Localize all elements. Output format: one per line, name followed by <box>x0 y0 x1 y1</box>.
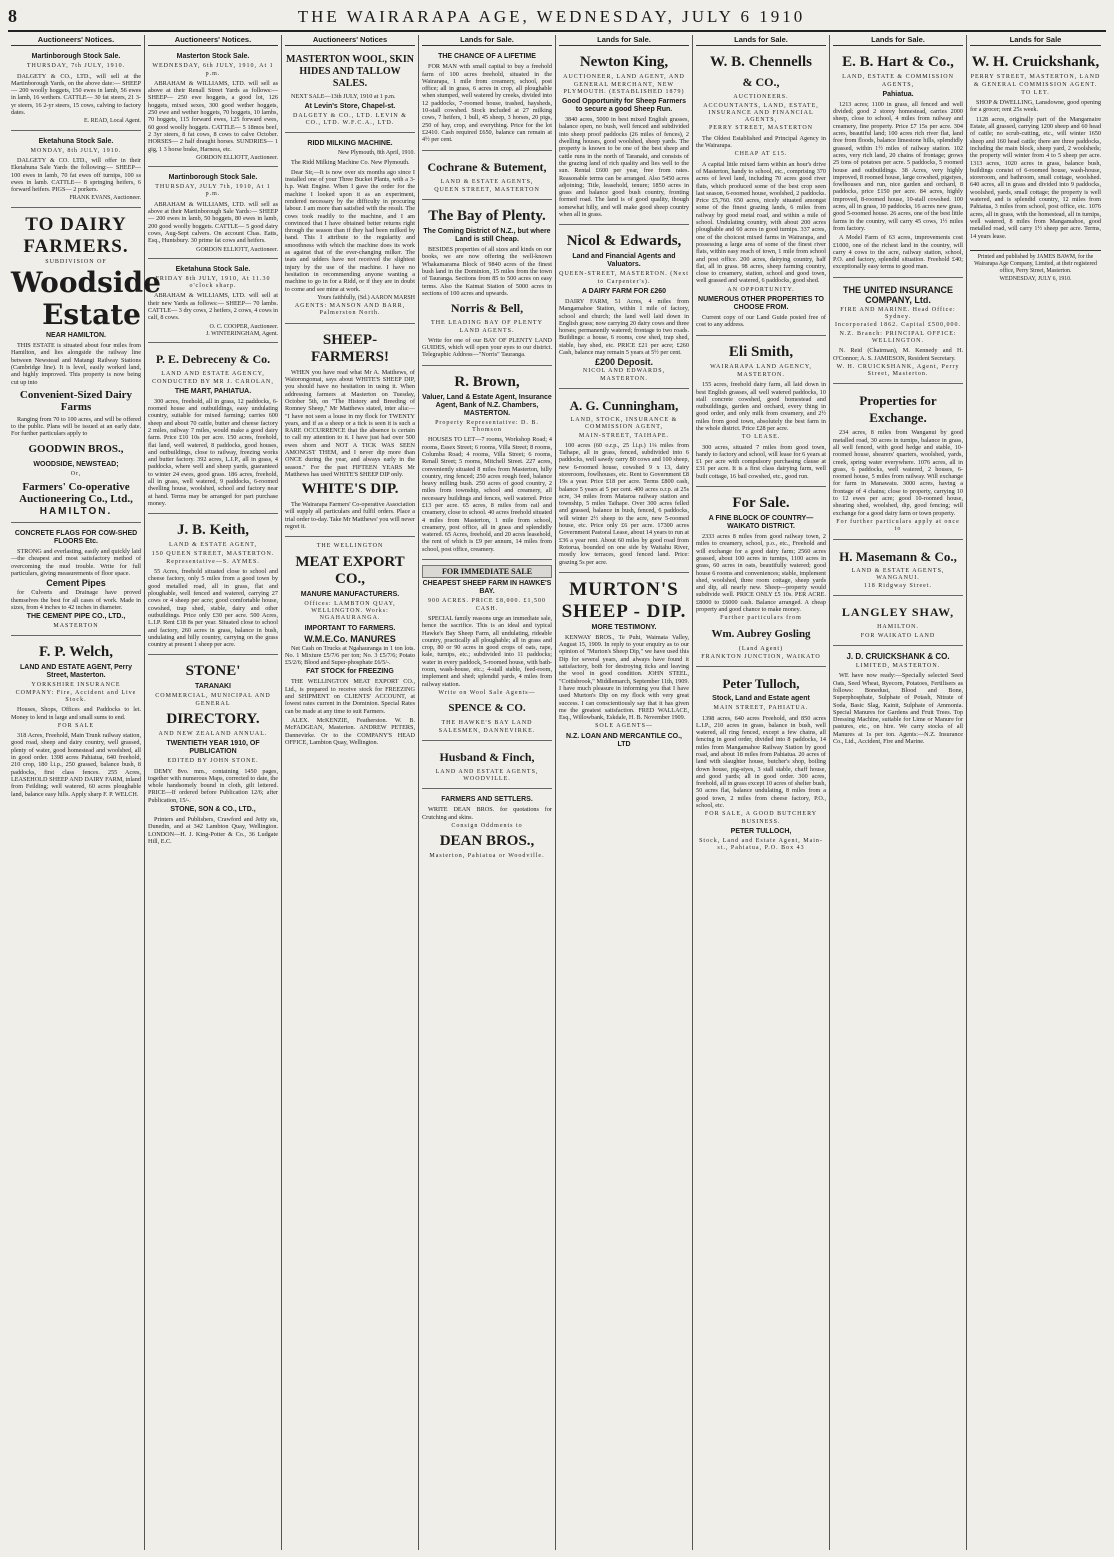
column-7 <box>830 35 967 1550</box>
ad-chance-of-lifetime <box>422 49 552 150</box>
ad-title: Masterton Stock Sale. <box>176 53 250 61</box>
ad-signature: FRANK EVANS, Auctioneer. <box>69 195 141 202</box>
ad-husband-finch <box>422 744 552 790</box>
ad-masemann <box>833 543 963 597</box>
ad-title: Martinborough Stock Sale. <box>31 53 121 61</box>
ad-body: DEMY 8vo. mm., containing 1450 pages, together with numerous Maps, corrected to date, the whole handsomely bound in cloth, gilt lettered. PRICE—If ordered before Publication 12/6; after Publication, 15/-. <box>148 767 278 804</box>
ad-body: NEXT SALE—13th JULY, 1910 at 1 p.m. <box>291 93 396 101</box>
ad-rep: Property Representative: D. B. Thomson <box>435 419 539 434</box>
ad-section: FOR SALE, A GOOD BUTCHERY BUSINESS. <box>704 811 818 825</box>
ad-place: QUEEN STREET, MASTERTON <box>434 186 540 193</box>
ad-place: At Levin's Store, Chapel-st. <box>304 102 396 110</box>
ad-date: FRIDAY 8th JULY, 1910, At 11.30 o'clock sharp. <box>155 275 271 290</box>
ad-title: STONE' <box>185 663 241 680</box>
ad-jb-keith <box>148 517 278 655</box>
ad-agents: ALEX. McKENZIE, Featherston. W. B. McFADGEAN, Masterton. ANDREW PETERS, Dannevirke. Or to the COMPANY'S HEAD OFFICE, Lambton Quay, Wellington. <box>285 716 415 746</box>
ad-body: WRITE DEAN BROS. for quotations for Crutching and skins. <box>422 806 552 821</box>
ad-place: Masterton, Pahiatua or Woodville. <box>429 853 545 860</box>
ad-title: For Sale. <box>732 495 790 512</box>
ad-section: TO LET. <box>1021 89 1050 96</box>
ad-body: 1128 acres, originally part of the Mangamaire Estate, all grassed, carrying 1200 sheep and 60 head of cattle; no scrub-cutting, etc., will winter 1650 sheep and 160 head cattle; there are three paddocks, including the main block, sheep yard, 2 woolsheds; the property will winter from 4 to 5 sheep per acre. 1313 acres, 1020 acres in grass, balance bush, buildings consist of 6-roomed house, wash-house, storeroom, and bathroom, small cottage, woolshed. 640 acres, all in grass and divided into 9 paddocks, woolshed, yards, small cottage; the property is well watered, and is splendid country, 12 miles from Pahiatua, 3 miles from school, post office, etc. 1076 acres, all in grass, with the homestead, all in turnips, well watered, 8 miles from Mangamahoe, good metalled road, will carry 1½ sheep per acre. Terms, 14 years lease. <box>970 115 1101 240</box>
ad-agent-name: J. B. Keith, <box>176 522 250 539</box>
ad-headline: Good Opportunity for Sheep Farmers to secure a good Sheep Run. <box>561 98 687 114</box>
ad-place: MASTERTON. <box>737 371 785 378</box>
ad-body: THIS ESTATE is situated about four miles from Hamilton, and lies alongside the railway line between Newstead and Matangi Railway Stations (Cambridge line). It is level, easily worked land, and highly improved. This property is now being cut up into <box>11 342 141 386</box>
column-header: Auctioneers' Notices. <box>148 35 278 46</box>
ad-body: 318 Acres, Freehold, Main Trunk railway station, good road, sheep and dairy country, well grassed, plenty of water, good homestead and woolshed, all in good order. 1398 acres Pahiatua, 640 freehold, 210 crop, 180 l.i.p., 250 grassed, balance bush, 8 paddocks, first class fences. 255 Acres, LEASEHOLD SHEEP AND DAIRY FARM, inland from Feilding; well watered, 60 acres ploughable land, balance easy hills. Apply sharp F. P. WELCH. <box>11 732 141 798</box>
ad-body: SPECIAL family reasons urge an immediate sale, hence the sacrifice. This is an ideal and typical Hawke's Bay Sheep Farm, all undulating, rideable country, practically all ploughable; all in grass and crop, 80 or 90 acres in good crops of oats, rape, kale, turnips, etc.; subdivided into 11 paddocks; water in every paddock, 5-roomed house, with bath-room, wash-house, etc.; 4-stall stable, feed-room, implement and shed; splendid yards, 4 miles from railway station. <box>422 614 552 688</box>
ad-subtitle: WAIRARAPA LAND AGENCY, <box>710 363 812 370</box>
ad-highlight: Convenient-Sized Dairy Farms <box>19 388 133 413</box>
ad-subtitle: YORKSHIRE INSURANCE COMPANY: Fire, Accident and Live Stock. <box>15 682 137 703</box>
ad-body: A capital little mixed farm within an hour's drive of Masterton, handy to school, etc., comprising 370 acres of level land, including 70 acres good river flats, which produced some of the best crop seen last season, 6-roomed house, woolshed, 2 paddocks. Price £5,760. 650 acres, nicely situated amongst some of the finest grazing lands, 6 miles from railway by good metal road, and within a mile of school. Undulating country, with about 200 acres ploughable and 60 acres in good turnips. 337 acres, one of the choicest mixed farms in Wairarapa, and possessing a large area of some of the finest river flats, within easy reach of town, 1 mile from school and post office. 200 acres, dairying country, half flat, all in grass. 98 acres, sheep farming country, close to creamery, station, school and good town, well grassed and watered, 6 paddocks, good shed. <box>696 160 826 285</box>
ad-agent-place: HAMILTON. <box>39 506 113 518</box>
ad-subtitle: COMMERCIAL, MUNICIPAL AND GENERAL <box>155 693 271 707</box>
ad-title: FARMERS AND SETTLERS. <box>441 796 533 804</box>
ad-place: PERRY STREET, MASTERTON <box>708 125 814 132</box>
column-1 <box>8 35 161 1550</box>
ad-martinborough-stock-sale <box>148 170 278 259</box>
ad-subtitle: AUCTIONEERS. <box>733 94 789 101</box>
ad-agent: W. H. CRUICKSHANK, Agent, Perry Street, Masterton. <box>836 363 960 378</box>
ad-body: STRONG and everlasting, easily and quickly laid—the cheapest and most satisfactory method of overcoming the mud trouble. Write for full particulars, giving measurements of floor space. <box>11 548 141 577</box>
ad-subtitle: MORE TESTIMONY. <box>591 623 657 631</box>
ad-body: 2333 acres 8 miles from good railway town, 2 miles to creamery, school, p.o., etc., Freehold and will exchange for a good dairy farm; 2560 acres grassed, about 100 acres in turnips, 1100 acres in grass, 60 acres in oats, beautifully watered; good house 6 rooms and conveniences; stable, implement shed, woolshed, three room cottage, sheep yards and dip, all nearly new. Sheep—property would subdivide well. PRICE ONLY £5 10s. PER ACRE. £8000 to £6000 cash. Balance arranged. A cheap property and good chance to make money. <box>696 533 826 614</box>
ad-bay-of-plenty <box>422 203 552 366</box>
ad-subtitle: AND NEW ZEALAND ANNUAL. <box>158 731 268 737</box>
ad-agent-name: R. Brown, <box>454 373 520 390</box>
ad-subtitle: Valuer, Land & Estate Agent, Insurance Agent, Bank of N.Z. Chambers, MASTERTON. <box>422 393 552 417</box>
ad-body: THE WELLINGTON MEAT EXPORT CO., Ltd., is prepared to receive stock for FREEZING and SHIPMENT on CLIENTS' ACCOUNT, at lowest rates current in the Dominion. Special Rates can be made at any time to suit Farmers. <box>285 678 415 715</box>
ad-fp-welch <box>11 639 141 803</box>
ad-body: for Culverts and Drainage have proved themselves the best for all cases of work. Made in sizes, from 4 inches to 42 inches in diameter. <box>11 589 141 611</box>
ad-body: Write for one of our BAY OF PLENTY LAND GUIDES, which will open your eyes to our district. Telegraphic Address—"Norris" Tauranga. <box>422 336 552 359</box>
ad-agent-name: J. D. CRUICKSHANK & CO. <box>846 652 950 662</box>
ad-meat-export <box>285 540 415 752</box>
ad-subtitle: For further particulars apply at once to <box>836 518 960 533</box>
ad-place: QUEEN-STREET, MASTERTON. (Next to Carpenter's). <box>559 271 689 285</box>
ad-murtons-dip <box>559 576 689 755</box>
ad-subtitle: A FINE BLOCK OF COUNTRY— WAIKATO DISTRICT. <box>708 515 814 531</box>
ad-langley-shaw <box>833 599 963 646</box>
column-header: Lands for Sale. <box>696 35 826 46</box>
ad-place: FRANKTON JUNCTION, WAIKATO <box>701 653 821 660</box>
ad-note: The Oldest Established and Principal Agency in the Wairarapa. <box>696 134 826 150</box>
ad-place: New Plymouth, 8th April, 1910. <box>337 150 415 157</box>
ad-agent-name: Wm. Aubrey Gosling <box>711 627 811 640</box>
ad-body: DAIRY FARM, 51 Acres, 4 miles from Mangamahoe Station, within 1 mile of factory, school and church; the land well laid down in English grass; now carrying 20 dairy cows and three horses; permanently watered; frontage to two roads. Buildings: a house, 6 rooms, cow shed, trap shed, stable, hay shed, etc. PRICE £21 per acre; £260 Cash, balance may remain 5 years at 5½ per cent. <box>559 297 689 357</box>
ad-subtitle: MANURE MANUFACTURERS. <box>300 590 400 598</box>
ad-agent-name: A. G. Cunningham, <box>569 397 679 413</box>
ad-or: Or, <box>70 470 82 477</box>
ad-offices: Offices: LAMBTON QUAY, WELLINGTON. Works: NGAHAURANGA. <box>304 600 396 622</box>
ad-agent-name: Norris & Bell, <box>450 301 524 316</box>
ad-body: HOUSES TO LET—7 rooms, Workshop Road; 4 rooms, Essex Street; 6 rooms, Villa Street; 8 rooms, Columba Road; 4 rooms, Villa Street; 6 rooms, Renall Street; 5 rooms, Mitchell Street. 227 acres, conveniently situated 8 miles from Masterton, hilly country, ring fenced; 250 acres rough feed, balance heavy milling bush. 250 acres of good country, 2 miles from township, school and creamery, all necessary buildings and fences, well watered. Price £13 per acre. 65 acres, 8 miles from rail and creamery, close to school. 40 acres freehold situated 4 miles from Masterton, 1 mile from school, creamery, post office, all in grass and splendidly watered. 65 Acres, freehold, and 20 acres leasehold, the rent of which is £9 per annum, 14 miles from school, post office, creamery. <box>422 436 552 553</box>
ad-subtitle: LAND & ESTATE AGENTS, WANGANUI. <box>851 567 945 581</box>
ad-banner: FOR IMMEDIATE SALE <box>422 565 552 578</box>
ad-agent-name: LANGLEY SHAW, <box>841 605 955 620</box>
ad-signature: GORDON ELLIOTT, Auctioneer. <box>196 154 278 161</box>
ad-subtitle: ACCOUNTANTS, LAND, ESTATE, INSURANCE AND FINANCIAL AGENTS, <box>703 102 819 124</box>
ad-place: Pahiatua. <box>882 90 914 98</box>
ad-agents: AGENTS: MANSON AND BARR, Palmerston North. <box>294 303 406 317</box>
ad-whites-dip <box>285 327 415 538</box>
ad-body: KENWAY BROS., Te Puhi, Waimata Valley, August 15, 1909. In reply to your enquiry as to our opinion of "Murton's Sheep Dip," we have used this Dip for several years, and always have found it satisfactory, both for destroying ticks and leaving the wool in good condition. JOHN STEEL, "Cottisbrook," Middlemarch, September 11th, 1909. I have much pleasure in informing you that I have used Murton's Dip on my flock with very great success. I can conscientiously say that it has given me the greatest satisfaction. FRED WALLACE, Esq., Willowbank, Eskdale, H. B. November 1909. <box>559 633 689 722</box>
ad-signature: PETER TULLOCH, <box>730 827 792 835</box>
ad-title: MEAT EXPORT CO., <box>295 553 405 587</box>
ad-place: MAIN-STREET, TAIHAPE. <box>578 432 670 439</box>
column-3 <box>282 35 419 1550</box>
imprint-text: Printed and published by JAMES BAWM, for the Wairarapa Age Company, Limited, at their registered office, Perry Street, Masterton. <box>974 253 1097 275</box>
ad-pre: THE WELLINGTON <box>316 543 384 550</box>
ad-date: MONDAY, 8th JULY, 1910. <box>30 147 122 154</box>
ad-estate-name: Woodside <box>11 266 161 300</box>
ad-estate-name: Estate <box>42 298 141 332</box>
ad-body: 100 acres (60 o.r.p., 25 l.i.p.) 1¼ miles from Taihape, all in grass, fenced, subdivided into 6 paddocks, well sawdy carry 80 cows and 100 sheep, new 6-roomed house, cowshed 9 x 13, dairy storeroom, fowlhouses, etc. Rent to Government £8 19s a year. Price £18 per acre. Terms £800 cash, balance 5 years at 5 per cent. 400 acres o.r.p. at 25s acre, 34 miles from Mataroa railway station and township, 5 miles Taihape. Over 300 acres felled and grassed, balance in bush, fenced, 6 paddocks, will winter 2½ sheep to the acre, new 5-roomed house, etc. Price only £6 per acre. 17300 acres Government Pastoral Lease, about 14 years to run at £36 a year rent. About 60 miles by good road from Rotorua, bounded on one side by Waitahu River, mostly low terraces, good fenced land. Price: grazing 5s per acre. <box>559 441 689 566</box>
column-header: Lands for Sale. <box>422 35 552 46</box>
ad-agent-name: Cochrane & Butement, <box>427 159 547 174</box>
ad-body: WHEN you have read what Mr A. Matthews, of Waiorongomai, says about WHITE'S SHEEP DIP, you should have no hesitation in using it. When addressing farmers at Masterton on Tuesday, October 5th, on "The History and Breeding of Romney Sheep," Mr Matthews stated, inter alia:— "I have not seen a louse in my flock for TWENTY years, and if as a sheep or a tick is seen it is such a RARE OCCURRENCE that the absence is certain to call my attention to it. I have just had over 500 ewes shorn and NOT A TICK WAS SEEN AMONGST THEM, and I never dip more than ONCE during the year, and always early in the season." For the past FIFTEEN YEARS Mr Matthews has used WHITE'S SHEEP DIP only. <box>285 368 415 478</box>
ad-publisher: STONE, SON & CO., LTD., <box>170 806 256 814</box>
imprint-date: WEDNESDAY, JULY 6, 1910. <box>999 275 1072 282</box>
ad-subtitle: LAND AND ESTATE AGENCY, CONDUCTED BY MR J. CAROLAN, <box>152 371 274 385</box>
ad-body: 1213 acres; 1100 in grass, all fenced and well divided; good 2 storey homestead, carries 2000 sheep, close to school, 4 miles from railway and creamery, fine property. Price £7 15s per acre. 304 acres, beautiful land; 100 acres rich river flat, land free from floods, balance limestone hills, splendidly grassed, within 1½ miles of railway station. 102 acres, very rich land, 20 chains of frontage; grows 25 tons of potatoes per acre. 5 paddocks, 5 roomed house and outbuildings. 38 Acres, very highly improved, 8 roomed house, large cowshed, pigstyes, fowlhouses and run, nice garden and orchard, 8 paddocks, price £150 per acre. 84 acres, highly improved, 8-roomed house, 10-stall cowshed. 100 acres, all in grass, 10 paddocks, 16 acres new grass, good 5-roomed house. 26 acres, one of the best little farms in the country, will carry 45 cows, 1½ miles from factory. <box>833 100 963 232</box>
ad-cochrane <box>422 154 552 201</box>
ad-subtitle: Consign Oddments to <box>451 823 523 829</box>
ad-agent: GOODWIN BROS., <box>28 442 124 455</box>
ad-agent-name: DEAN BROS., <box>439 833 535 850</box>
ad-immediate-sale <box>422 563 552 741</box>
ad-body: 1398 acres, 640 acres Freehold, and 850 acres L.I.P., 210 acres in grass, balance in bush, well watered, all ring fenced, except a few chains, all fencing in good order, divided into 8 paddocks, 14 miles from Mangamahoe Railway Station by good road, and about 18 miles from Pahiatua. 20 acres of land with slaughter house, butcher's shop, boiling down house, pig-styes, 3 stall stable, chaff house, and good yards; all in good order. 300 acres, freehold, all in grass except 10 acres of shelter bush, 50 acres flat, balance undulating, 8 miles from a good town, 2 miles from cheese factory, P.O., school, etc. <box>696 714 826 810</box>
ad-editor: EDITED BY JOHN STONE. <box>167 758 259 765</box>
ad-wool-sales <box>285 49 415 133</box>
ad-body: 234 acres, 8 miles from Wanganui by good metalled road, 30 acres in turnips, balance in grass, all well fenced, with good hedge and stable, 10-roomed house, shearers' quarters, woolshed, yards, creek, spring water everywhere. 1076 acres, all in grass, 6 paddocks, well watered, 2 houses, 6-roomed house, 5 miles from railway. Will exchange for farm in Manawatu. 3000 acres, having a frontage of 4 chains; close to property, carrying 10 to 12 ewes per acre; good 10-roomed house, shearing shed, woolshed, dip, good fencing; will exchange for a good dairy farm or town property. <box>833 429 963 517</box>
ad-body: 155 acres, freehold dairy farm, all laid down in best English grasses, all well watered paddocks, 10 stall concrete cowshed, good homestead and outbuildings, garden and orchard, every thing in good order, and only milk from creamery, and 2½ miles from good town, absolutely the best farm in the whole district. Price £28 per acre. <box>696 381 826 432</box>
ad-newton-king <box>559 49 689 225</box>
ad-capital: Incorporated 1862. Capital £500,000. <box>835 322 961 329</box>
ad-dalgety-martinborough <box>11 49 141 130</box>
ad-place: MASTERTON <box>53 623 99 630</box>
column-header: Lands for Sale. <box>559 35 689 46</box>
ad-body: DALGETY & CO., LTD., will sell at the Martinborough Yards, on the above date:— SHEEP— 200 woolly hoggets, 150 ewes in lamb, 56 ewes in lamb, 16 wethers. CATTLE— 30 fat steers, 21 3-yr steers, 16 2-yr steers, 15 cows, calving to factory dates. <box>11 72 141 117</box>
ad-subtitle: LAND, STOCK, INSURANCE & COMMISSION AGENT, <box>570 416 678 431</box>
ad-subtitle: (Land Agent) <box>738 645 784 652</box>
ad-agent: Farmers' Co-operative Auctioneering Co., Ltd., <box>19 481 133 506</box>
ad-agent-name: W. H. Cruickshank, <box>971 54 1100 71</box>
imprint <box>970 250 1101 283</box>
ad-body: The Wairarapa Farmers' Co-operative Association will supply all particulars and fulfil orders. Place a trial order to-day. Take Mr Matthews' you will never regret it. <box>285 501 415 531</box>
ad-wh-cruickshank <box>970 49 1101 246</box>
ad-section: CHEAP AT £15. <box>734 151 788 158</box>
ad-masterton-stock-sale <box>148 49 278 167</box>
ad-signature: NICOL AND EDWARDS, MASTERTON. <box>582 368 666 382</box>
ad-agents: SOLE AGENTS— <box>595 723 653 730</box>
ad-subtitle: LAND AND ESTATE AGENT, Perry Street, Masterton. <box>19 664 132 680</box>
ad-body: Dear Sir,—It is now over six months ago since I installed one of your Three Bucket Plants, with a 3-h.p. Watt Engine. When I gave the order for the machine I looked upon it as an experiment, rendered necessary by the difficulty in procuring labour. I am more than satisfied with the result. The cows took readily to the machine, and I am convinced that I have obtained better returns right through the season than if they had been milked by hand. This I attribute to the regularity and smoothness with which the machine does its work as against that of the ever-changing milker. The teats and udders have not received the slightest injury by the use of the machine. I have no hesitation in recommending anyone wanting a machine to go in for a Ridd, or if they are in doubt to come and see mine at work. <box>285 168 415 293</box>
ad-rates: Net Cash on Trucks at Ngahauranga in 1 ton lots. No. 1 Mixture £5/7/6 per ton; No. 3 £5/7/6; Potato £5/2/6; Blood and Super-phosphate £6/5/-. <box>285 644 415 667</box>
ad-body: DALGETY & CO. LTD., will offer in their Eketahuna Sale Yards the following:— SHEEP— 100 ewes in lamb, 70 fat ewes off turnips, 100 ss ewes in lamb. CATTLE— 8 springing heifers, 6 forward heifers. PIGS— 2 porkers. <box>11 156 141 194</box>
column-5 <box>556 35 693 1550</box>
columns <box>8 35 1106 1550</box>
ad-agent-name: H. Masemann & Co., <box>839 548 957 564</box>
ad-product: W.M.E.Co. MANURES <box>304 633 396 644</box>
ad-body: Houses, Shops, Offices and Paddocks to let. Money to lend in large and small sums to end. <box>11 706 141 721</box>
ad-united-insurance <box>833 281 963 385</box>
ad-cement-pipe <box>11 526 141 636</box>
ad-agent-name: E. B. Hart & Co., <box>842 54 954 71</box>
ad-section: AN OPPORTUNITY. <box>727 286 795 293</box>
ad-subtitle: FIRE AND MARINE. Head Office: Sydney. <box>840 306 956 321</box>
ad-signature: GORDON ELLIOTT, Auctioneer. <box>196 246 278 253</box>
ad-gosling <box>696 490 826 667</box>
ad-tulloch <box>696 670 826 857</box>
ad-subtitle: LAND & ESTATE AGENTS, <box>440 178 534 185</box>
ad-dean-bros <box>422 792 552 865</box>
ad-subtitle: Land and Financial Agents and Valuators. <box>572 253 676 269</box>
ad-subtitle: LAND, ESTATE & COMMISSION AGENTS, <box>842 74 954 88</box>
ad-title: SHEEP-FARMERS! <box>310 331 390 365</box>
ad-body: BESIDES properties of all sizes and kinds on our books, we are now offering the well-known Whakamarama Block of 9840 acres of the finest bush land in the Dominion, 15 miles from the town of Tauranga. Sections from 85 to 500 acres on easy terms. Also the Kaimai Station of 5000 acres in sections of 100 acres and upwards. <box>422 246 552 297</box>
ad-properties-exchange <box>833 387 963 539</box>
ad-stones-directory <box>148 658 278 851</box>
ad-chennells <box>696 49 826 335</box>
ad-subtitle: The Coming District of N.Z., but where Land is still Cheap. <box>423 228 551 244</box>
ad-title: Eketahuna Stock Sale. <box>175 265 251 273</box>
ad-title: DIRECTORY. <box>166 711 260 727</box>
ad-agent-name: & CO., <box>742 75 780 90</box>
column-4 <box>419 35 556 1550</box>
ad-product: WHITE'S DIP. <box>301 481 399 498</box>
ad-rep: Representative—S. AYMES. <box>166 558 260 565</box>
ad-date: THURSDAY, 7th JULY, 1910. <box>26 63 126 70</box>
ad-headline: TO DAIRY <box>25 213 127 235</box>
ad-address: 150 QUEEN STREET, MASTERTON. <box>151 550 275 557</box>
ad-agent-name: Eli Smith, <box>728 343 794 360</box>
column-header: Lands for Sale <box>970 35 1101 46</box>
ad-signature: Yours faithfully, (Sd.) AARON MARSH <box>317 294 415 301</box>
ad-subtitle: FOR WAIKATO LAND <box>860 632 936 639</box>
ad-date: THURSDAY, JULY 7th, 1910, At 1 p.m. <box>155 184 271 198</box>
ad-agent-name: Newton King, <box>579 54 669 71</box>
column-header: Lands for Sale. <box>833 35 963 46</box>
ad-signature: E. READ, Local Agent. <box>84 118 141 125</box>
ad-title: MURTON'S <box>569 578 679 600</box>
ad-body: 55 Acres, freehold situated close to school and cheese factory, only 5 miles from a good town by good metalled road, all in grass, flat and ploughable, well fenced and watered, carrying 27 cows or 4 sheep per acre; good comfortable house, cowshed, trap shed, stable, dairy and other outbuildings. Price only £30 per acre. 500 Acres, L.I.P. Rent £18 8s per year. Situated close to school and factory, 260 acres in grass, balance in bush, undulating and hilly country, carrying on the grass country at present 1 sheep per acre. <box>148 568 278 649</box>
ad-subtitle: FAT STOCK for FREEZING <box>306 668 394 676</box>
ad-body: ABRAHAM & WILLIAMS, LTD. will sell as above at their Martinborough Sale Yards:— SHEEP— 200 ewes in lamb, 50 hoggets, 80 ewes in lamb, 200 good woolly hoggets. CATTLE— 5 good dairy cows, Aug-Sept calvers. On account Chas. Eatts, Esq., Huntsbury. 30 prime fat cows and heifers. <box>148 200 278 245</box>
ad-dalgety-eketahuna <box>11 134 141 208</box>
ad-wool: Write on Wool Sale Agents— <box>438 689 536 696</box>
ad-more: NUMEROUS OTHER PROPERTIES TO CHOOSE FROM. <box>698 296 824 312</box>
ad-body: 3840 acres, 5000 in best mixed English grasses, balance open, no bush, well fenced and subdivided into sheep proof paddocks (26 miles of fences), 2 dwelling houses, good woolshed, sheep yards. The property is known to be one of the best sheep and cattle runs in the north of Taranaki, and consists of the grazing land of rich quality and lies well to the sun. Rental £600 per year, free from rates. Reasonable terms can be arranged. Also 5450 acres adjoining; Title, leasehold, tenure; 1850 acres in grass and balance good bush country, fronting formed road. The land is of good quality, though somewhat hilly, and will make good sheep country when all in grass. <box>559 116 689 219</box>
ad-location: NEAR HAMILTON. <box>45 332 107 340</box>
ad-title: THE CHANCE OF A LIFETIME <box>438 53 536 61</box>
ad-year: TWENTIETH YEAR 1910, OF PUBLICATION <box>166 740 260 756</box>
column-6 <box>693 35 830 1550</box>
ad-signature: O. C. COOPER, Auctioneer. <box>209 323 278 330</box>
ad-nicol-edwards <box>559 228 689 389</box>
ad-title: MASTERTON WOOL, SKIN HIDES AND TALLOW SALES. <box>286 54 414 90</box>
ad-title: SHEEP - DIP. <box>561 600 687 622</box>
ad-eketahuna-stock-sale <box>148 262 278 343</box>
ad-cunningham <box>559 392 689 573</box>
ad-agent-name: P. E. Debreceny & Co. <box>155 352 271 367</box>
ad-place: HAMILTON. <box>877 624 919 631</box>
ad-section: FOR SALE <box>57 722 95 729</box>
ad-headline: A DAIRY FARM FOR £260 <box>581 287 667 295</box>
ad-body: WE have now ready:—Specially selected Seed Oats, Seed Wheat, Ryecorn, Potatoes, Fertilisers as follows: Bonedust, Blood and Bone, Superphosphate, Sulphate of Potash, Nitrate of Soda, Basic Slag, Kainit, Sulphate of Ammonia. Special Manures for Gardens and Fruit Trees. Top Dressing Machine, suitable for Lime or Manure for pastures, etc., on hire. We carry stocks of all Manures at 1s per ton. Agents:—N.Z. Insurance Co., Ltd., Accident, Fire and Marine. <box>833 672 963 745</box>
ad-title: THE UNITED INSURANCE COMPANY, Ltd. <box>842 284 953 305</box>
ad-section: TO LEASE. <box>741 434 781 441</box>
ad-body: Ranging from 70 to 100 acres, and will be offered to the public. Plans will be issued at an early date. For further particulars apply to <box>11 415 141 438</box>
ad-subtitle: TARANAKI <box>194 683 232 691</box>
ad-agent-name: Peter Tulloch, <box>722 676 800 692</box>
ad-body: Printers and Publishers, Crawford and Jetty sts, Dunedin, and at 342 Lambton Quay, Wellington. LONDON—H. J. King-Potter & Co., 36 Ludgate Hill, E.C. <box>148 816 278 845</box>
column-2 <box>145 35 282 1550</box>
ad-title: CONCRETE FLAGS FOR COW-SHED FLOORS Etc. <box>14 530 138 546</box>
ad-debreceny <box>148 346 278 514</box>
ad-subtitle: LAND & ESTATE AGENT, <box>168 542 258 549</box>
ad-subtitle: Stock, Land and Estate agent <box>712 695 810 703</box>
ad-agent-name: Husband & Finch, <box>439 749 535 764</box>
column-header: Auctioneers' Notices <box>285 35 415 46</box>
ad-jd-cruickshank <box>833 649 963 751</box>
ad-body: ABRAHAM & WILLIAMS, LTD. will sell as above at their Renall Street Yards as follows:— SHEEP— 250 ewe hoggets, a good lot, 126 hoggets, mixed sexes, 300 good wether hoggets, 250 ewe and wether hoggets, 70 hoggets, 10 lambs, 70 hoggets, 115 forward ewes, 125 forward ewes, 60 good woolly hoggets. CATTLE— 5 18mos beef, 2 3yr steers, 8 fat cows, 8 cows to calve October. HORSES— 2 half draught horses. SUNDRIES— 1 gig, 1 3 horse brake, Harness, etc. <box>148 79 278 153</box>
ad-body: SHOP & DWELLING, Lansdowne, good opening for a grocer; rent 25s week. <box>970 99 1101 114</box>
ad-signature: J. WINTERINGHAM, Agent. <box>205 330 278 337</box>
ad-agent-name: F. P. Welch, <box>38 644 114 661</box>
masthead <box>8 6 1106 32</box>
ad-company: N.Z. LOAN AND MERCANTILE CO., LTD <box>565 732 682 748</box>
ad-subtitle: LAND AND ESTATE AGENTS, WOODVILLE. <box>435 768 539 783</box>
ad-eb-hart <box>833 49 963 277</box>
ad-branch: N.Z. Branch: PRINCIPAL OFFICE: WELLINGTON. <box>839 330 957 344</box>
ad-body: 300 acres, situated 7 miles from good town, handy to factory and school, will lease for 6 years at £1 per acre with compulsory purchasing clause at £31 per acre. It is a first class dairying farm, well built cottage, 16 bail cowshed, etc., good run. <box>696 443 826 480</box>
ad-signature: Stock, Land and Estate Agent, Main-st., Pahiatua, P.O. Box 43 <box>699 837 823 852</box>
ad-agent-name: Nicol & Edwards, <box>566 233 682 250</box>
ad-ridd-milking <box>285 136 415 324</box>
ad-company: THE CEMENT PIPE CO., LTD., <box>26 613 126 621</box>
ad-body: A Model Farm of 63 acres, improvements cost £1000, one of the richest land in the country, will carry 4 cows to the acre, railway station, school, P.O. and factory, splendid situation. Freehold £40; exceptionally easy terms to good man. <box>833 234 963 271</box>
ad-subtitle: Further particulars from <box>720 615 802 622</box>
ad-eli-smith <box>696 339 826 487</box>
newspaper-title: THE WAIRARAPA AGE, WEDNESDAY, JULY 6 1910 <box>297 7 806 26</box>
ad-r-brown <box>422 369 552 560</box>
ad-highlight: Cement Pipes <box>46 578 106 589</box>
ad-subtitle: IMPORTANT TO FARMERS. <box>304 624 396 632</box>
ad-title: Eketahuna Stock Sale. <box>38 137 114 145</box>
ad-place: MAIN STREET, PAHIATUA. <box>713 705 809 712</box>
ad-subtitle: THE LEADING BAY OF PLENTY LAND AGENTS. <box>431 320 543 334</box>
ad-agent-name: SPENCE & CO. <box>448 702 526 715</box>
ad-subtitle: THE HAWKE'S BAY LAND SALESMEN, DANNEVIRKE. <box>438 720 536 734</box>
ad-subtitle: 900 ACRES. PRICE £8,000. £1,500 CASH. <box>427 598 546 612</box>
ad-title: CHEAPEST SHEEP FARM IN HAWKE'S BAY. <box>422 580 552 596</box>
ad-address: 118 Ridgway Street. <box>864 583 932 590</box>
column-8 <box>967 35 1104 1550</box>
column-header: Auctioneers' Notices. <box>11 35 141 46</box>
ad-agent-place: WOODSIDE, NEWSTEAD; <box>33 460 119 468</box>
ad-subtitle: AUCTIONEER, LAND AGENT, AND GENERAL MERCHANT, NEW PLYMOUTH. (ESTABLISHED 1879) <box>563 74 685 95</box>
ad-subtitle: PERRY STREET, MASTERTON, LAND & GENERAL COMMISSION AGENT. <box>970 74 1101 88</box>
ad-staff: N. Reid (Chairman), M. Kennedy and H. O'Connor; A. S. JAMIESON, Resident Secretary. <box>833 347 963 362</box>
ad-guide: Current copy of our Land Guide posted free of cost to any address. <box>696 314 826 329</box>
ad-title: The Bay of Plenty. <box>428 208 546 225</box>
ad-body: ABRAHAM & WILLIAMS, LTD. will sell at their new Yards as follows:— SHEEP— 70 lambs. CATTLE— 3 dry cows, 2 heifers, 2 cows, 4 cows in calf, 8 cows. <box>148 292 278 322</box>
ad-headline: FARMERS. <box>23 235 129 257</box>
ad-deposit: £200 Deposit. <box>594 357 654 368</box>
ad-signature: DALGETY & CO., LTD. LEVIN & CO., LTD. W.F.C.A., LTD. <box>293 112 407 126</box>
ad-body: 300 acres, freehold, all in grass, 12 paddocks, 6-roomed house and outbuildings, easy undulating country, suitable for mixed farming; carries 600 sheep and about 70 cattle, butter and cheese factory 2 miles, railway 7 miles, would make a good dairy farm. Price £10 10s per acre. 150 acres, freehold, flat land, well watered, 8 paddocks, good houses, and outbuildings, close to railway, freezing works and butter factory. 392 acres, L.I.P., all in grass, 4 paddocks, where well and sheep yards, guaranteed to winter 24 ewes, good grass. 186 acres, freehold, all in grass, well watered, 9 paddocks, 6-roomed dwelling house, woolshed, school and factory near at hand. Terms may be arranged for part purchase money. <box>148 397 278 507</box>
ad-to: The Ridd Milking Machine Co. New Plymouth. <box>291 159 410 167</box>
ad-date: WEDNESDAY, 6th JULY, 1910, At 1 p.m. <box>152 63 274 77</box>
ad-subtitle: SUBDIVISION OF <box>45 258 107 265</box>
ad-subtitle: LIMITED, MASTERTON. <box>855 663 941 670</box>
ad-title: RIDD MILKING MACHINE. <box>307 140 393 148</box>
ad-body: FOR MAN with small capital to buy a freehold farm of 100 acres freehold, situated in the Wairarapa, 1 mile from creamery, school, post office; all in grass, 6 acres in crop, all ploughable when stumped, well watered by creeks, divided into 12 paddocks, 7-roomed house, trashed, haysheds, 10-stall cowshed. Stock included at 27 milking cows, 7 heifers, 1 bull, 45 sheep, 3 horses, 20 pigs, 250 of hay, crop, and everything. Price for the lot £2410. Cash required £650, balance can remain at 4½ per cent. <box>422 63 552 144</box>
ad-title: Properties for Exchange. <box>859 393 937 426</box>
page-number: 8 <box>8 6 17 26</box>
ad-place: THE MART, PAHIATUA. <box>174 387 252 395</box>
ad-title: Martinborough Stock Sale. <box>168 174 258 182</box>
ad-agent-name: W. B. Chennells <box>710 54 812 71</box>
ad-woodside-estate <box>11 211 161 523</box>
